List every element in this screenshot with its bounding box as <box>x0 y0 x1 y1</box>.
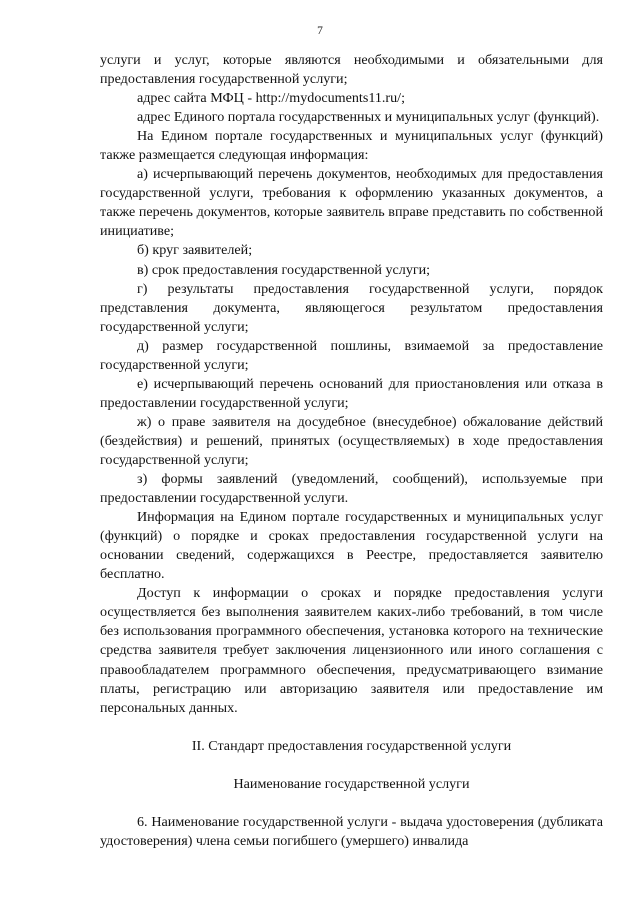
paragraph-access-info: Доступ к информации о сроках и порядке предоставления услуги осуществляется без выполнения заявителем каких-либо требований, в том числе без использования программного обеспечения, установка которого на технические средства заявителя требует заключения лицензионного или иного соглашения с правообладателем программного обеспечения, предусматривающего взимание платы, регистрацию или авторизацию заявителя или предоставление им персональных данных. <box>100 585 603 716</box>
list-item-e: е) исчерпывающий перечень оснований для приостановления или отказа в предоставлении государственной услуги; <box>100 375 603 411</box>
list-item-g: г) результаты предоставления государственной услуги, порядок представления документа, являющегося результатом предоставления государственной услуги; <box>100 280 603 335</box>
list-item-z: з) формы заявлений (уведомлений, сообщений), используемые при предоставлении государственной услуги. <box>100 471 603 507</box>
paragraph-continuation: услуги и услуг, которые являются необходимыми и обязательными для предоставления государственной услуги; <box>100 52 603 88</box>
list-item-zh: ж) о праве заявителя на досудебное (внесудебное) обжалование действий (бездействия) и решений, принятых (осуществляемых) в ходе предоставления государственной услуги; <box>100 413 603 468</box>
list-item-a: а) исчерпывающий перечень документов, необходимых для предоставления государственной услуги, требования к оформлению указанных документов, а также перечень документов, которые заявитель вправе представить по собственной инициативе; <box>100 166 603 240</box>
subsection-heading: Наименование государственной услуги <box>233 775 470 792</box>
paragraph-service-name: 6. Наименование государственной услуги - выдача удостоверения (дубликата удостоверения) члена семьи погибшего (умершего) инвалида <box>100 813 603 849</box>
spacer <box>100 794 603 813</box>
page-number: 7 <box>317 25 323 37</box>
list-item-d: д) размер государственной пошлины, взимаемой за предоставление государственной услуги; <box>100 337 603 373</box>
paragraph-portal-info-intro: На Едином портале государственных и муниципальных услуг (функций) также размещается следующая информация: <box>100 128 603 164</box>
list-item-v: в) срок предоставления государственной услуги; <box>137 261 431 278</box>
paragraph-mfc-site: адрес сайта МФЦ - http://mydocuments11.ru/; <box>137 90 406 107</box>
paragraph-portal-address: адрес Единого портала государственных и муниципальных услуг (функций). <box>137 109 600 126</box>
list-item-b: б) круг заявителей; <box>137 242 253 259</box>
section-heading: II. Стандарт предоставления государственной услуги <box>191 737 512 754</box>
spacer <box>100 718 603 737</box>
paragraph-free-info: Информация на Едином портале государственных и муниципальных услуг (функций) о порядке и сроках предоставления государственной услуги на основании сведений, содержащихся в Реестре, предоставляется заявителю бесплатно. <box>100 509 603 583</box>
document-body <box>100 51 603 851</box>
spacer <box>100 756 603 775</box>
